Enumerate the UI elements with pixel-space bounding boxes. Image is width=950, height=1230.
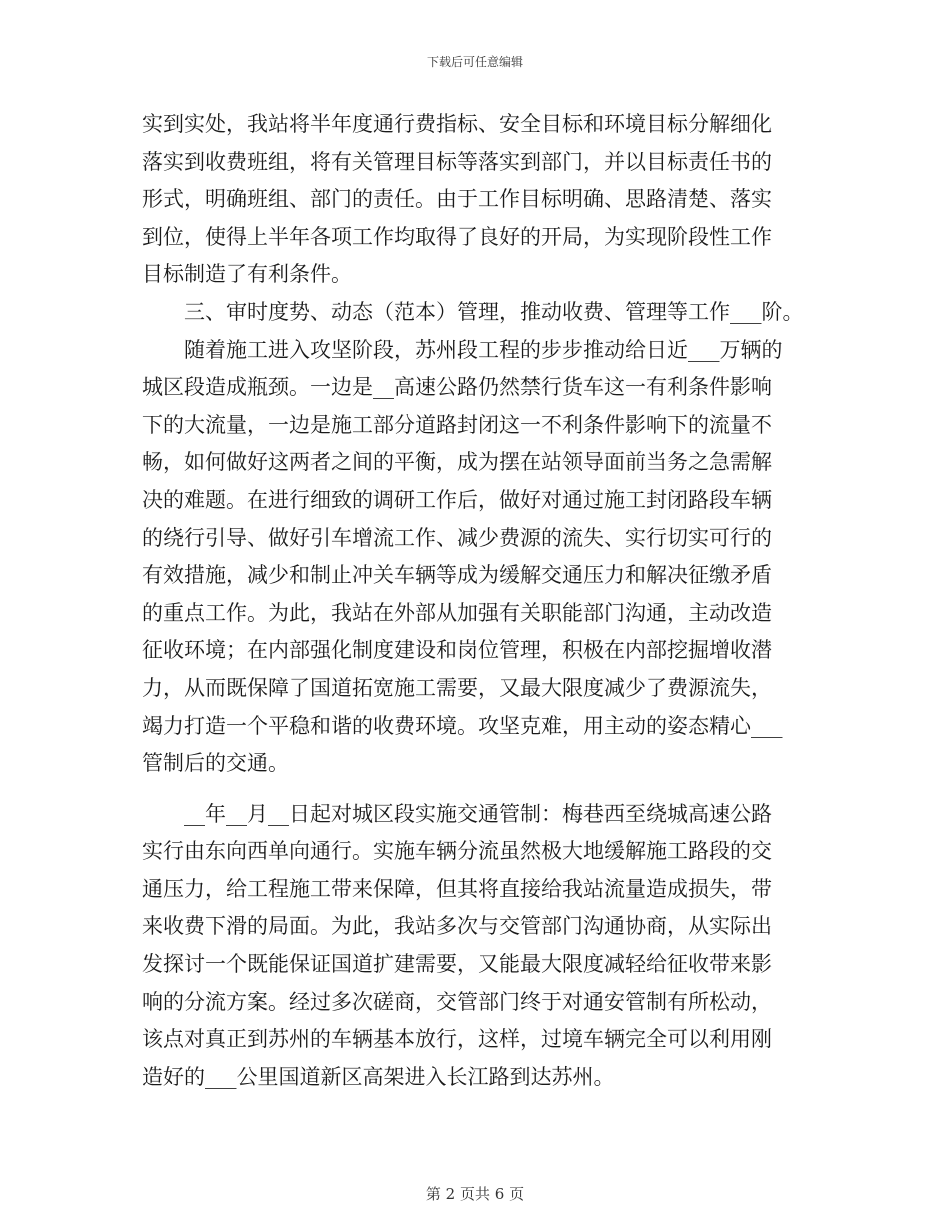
text-line: 到位，使得上半年各项工作均取得了良好的开局，为实现阶段性工作 [142,224,772,249]
text-line: 来收费下滑的局面。为此，我站多次与交管部门沟通协商，从实际出 [142,914,772,939]
text-line: 的绕行引导、做好引车增流工作、减少费源的流失、实行切实可行的 [142,525,772,550]
text-line: 城区段造成瓶颈。一边是__高速公路仍然禁行货车这一有利条件影响 [142,375,772,400]
text-line: 力，从而既保障了国道拓宽施工需要，又最大限度减少了费源流失， [142,675,772,700]
text-line: 响的分流方案。经过多次磋商，交管部门终于对通安管制有所松动， [142,989,772,1014]
text-line: 形式，明确班组、部门的责任。由于工作目标明确、思路清楚、落实 [142,187,772,212]
text-line: 造好的___公里国道新区高架进入长江路到达苏州。 [142,1064,615,1089]
text-line: __年__月__日起对城区段实施交通管制：梅巷西至绕城高速公路 [142,801,772,826]
paragraph-spacer [142,783,832,796]
text-line: 有效措施，减少和制止冲关车辆等成为缓解交通压力和解决征缴矛盾 [142,563,772,588]
text-line: 落实到收费班组，将有关管理目标等落实到部门，并以目标责任书的 [142,149,772,174]
text-line: 的重点工作。为此，我站在外部从加强有关职能部门沟通，主动改造 [142,600,772,625]
page-number: 第 2 页共 6 页 [425,1185,525,1203]
text-line: 该点对真正到苏州的车辆基本放行，这样，过境车辆完全可以利用刚 [142,1027,772,1052]
document-body [142,106,832,1096]
text-line: 畅，如何做好这两者之间的平衡，成为摆在站领导面前当务之急需解 [142,450,772,475]
text-line: 管制后的交通。 [142,751,289,776]
text-line: 下的大流量，一边是施工部分道路封闭这一不利条件影响下的流量不 [142,412,772,437]
paragraph-1 [142,106,832,294]
text-line: 竭力打造一个平稳和谐的收费环境。攻坚克难，用主动的姿态精心___ [142,713,783,738]
section-heading: 三、审时度势、动态（范本）管理，推动收费、管理等工作___阶。 [142,299,804,324]
text-line: 目标制造了有利条件。 [142,262,352,287]
text-line: 实到实处，我站将半年度通行费指标、安全目标和环境目标分解细化 [142,112,772,136]
text-line: 随着施工进入攻坚阶段，苏州段工程的步步推动给日近___万辆的 [142,337,783,362]
paragraph-3 [142,796,832,1097]
text-line: 发探讨一个既能保证国道扩建需要，又能最大限度减轻给征收带来影 [142,952,772,977]
paragraph-2 [142,294,832,783]
text-line: 通压力，给工程施工带来保障，但其将直接给我站流量造成损失，带 [142,876,772,901]
text-line: 决的难题。在进行细致的调研工作后，做好对通过施工封闭路段车辆 [142,487,772,512]
text-line: 实行由东向西单向通行。实施车辆分流虽然极大地缓解施工路段的交 [142,839,772,864]
page-header: 下载后可任意编辑 [426,55,523,69]
text-line: 征收环境；在内部强化制度建设和岗位管理，积极在内部挖掘增收潜 [142,638,772,663]
